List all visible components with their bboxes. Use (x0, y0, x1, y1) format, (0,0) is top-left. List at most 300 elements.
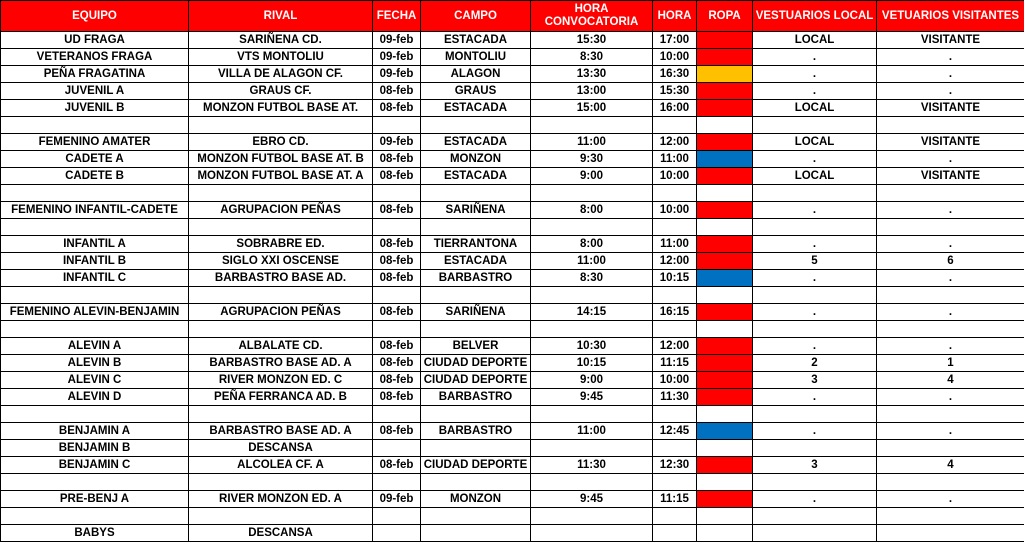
cell-hora-convocatoria: 14:15 (531, 304, 653, 321)
cell-hora: 10:15 (653, 270, 697, 287)
cell-rival (189, 287, 373, 304)
cell-hora-convocatoria: 11:00 (531, 253, 653, 270)
header-row (1, 1, 1024, 32)
cell-hora: 11:00 (653, 236, 697, 253)
table-row (1, 457, 1024, 474)
cell-rival: RIVER MONZON ED. A (189, 491, 373, 508)
cell-rival: DESCANSA (189, 525, 373, 542)
cell-campo (421, 219, 531, 236)
kit-color-swatch (697, 338, 753, 355)
cell-vestuarios-visitantes: . (877, 304, 1024, 321)
cell-hora-convocatoria: 9:45 (531, 389, 653, 406)
cell-campo: ESTACADA (421, 253, 531, 270)
cell-hora: 10:00 (653, 168, 697, 185)
kit-color-swatch (697, 168, 753, 185)
cell-vestuarios-local: . (753, 202, 877, 219)
cell-hora (653, 474, 697, 491)
cell-hora: 15:30 (653, 83, 697, 100)
cell-rival: ALCOLEA CF. A (189, 457, 373, 474)
table-row (1, 236, 1024, 253)
cell-campo: MONZON (421, 151, 531, 168)
kit-color-swatch (697, 525, 753, 542)
cell-equipo: BENJAMIN B (1, 440, 189, 457)
cell-hora: 10:00 (653, 49, 697, 66)
cell-equipo (1, 185, 189, 202)
cell-fecha: 09-feb (373, 32, 421, 49)
cell-fecha: 08-feb (373, 151, 421, 168)
cell-hora-convocatoria: 11:00 (531, 134, 653, 151)
cell-ropa (697, 508, 753, 525)
cell-vestuarios-local: 3 (753, 372, 877, 389)
cell-vestuarios-visitantes (877, 321, 1024, 338)
spacer-row (1, 474, 1024, 491)
cell-ropa (697, 321, 753, 338)
cell-fecha (373, 219, 421, 236)
cell-hora: 10:00 (653, 372, 697, 389)
cell-fecha: 08-feb (373, 236, 421, 253)
cell-campo: ESTACADA (421, 100, 531, 117)
cell-fecha: 09-feb (373, 491, 421, 508)
cell-hora (653, 406, 697, 423)
cell-vestuarios-local (753, 525, 877, 542)
cell-hora: 12:30 (653, 457, 697, 474)
cell-equipo (1, 287, 189, 304)
cell-equipo: JUVENIL B (1, 100, 189, 117)
spacer-row (1, 508, 1024, 525)
cell-hora-convocatoria (531, 525, 653, 542)
cell-rival: SIGLO XXI OSCENSE (189, 253, 373, 270)
cell-rival (189, 185, 373, 202)
cell-equipo: FEMENINO INFANTIL-CADETE (1, 202, 189, 219)
table-body (1, 32, 1024, 542)
cell-fecha: 08-feb (373, 100, 421, 117)
cell-equipo: ALEVIN C (1, 372, 189, 389)
cell-rival: MONZON FUTBOL BASE AT. (189, 100, 373, 117)
cell-rival: RIVER MONZON ED. C (189, 372, 373, 389)
cell-vestuarios-visitantes: . (877, 66, 1024, 83)
cell-campo: ESTACADA (421, 32, 531, 49)
cell-equipo: ALEVIN D (1, 389, 189, 406)
table-row (1, 49, 1024, 66)
cell-rival: MONZON FUTBOL BASE AT. B (189, 151, 373, 168)
cell-ropa (697, 219, 753, 236)
cell-vestuarios-visitantes (877, 406, 1024, 423)
cell-rival (189, 508, 373, 525)
cell-vestuarios-local: . (753, 389, 877, 406)
cell-vestuarios-local: LOCAL (753, 134, 877, 151)
cell-rival: DESCANSA (189, 440, 373, 457)
cell-vestuarios-visitantes (877, 474, 1024, 491)
kit-color-swatch (697, 304, 753, 321)
spacer-row (1, 287, 1024, 304)
cell-hora (653, 440, 697, 457)
cell-hora-convocatoria: 10:30 (531, 338, 653, 355)
cell-hora: 12:00 (653, 134, 697, 151)
cell-equipo: INFANTIL C (1, 270, 189, 287)
cell-vestuarios-local: . (753, 49, 877, 66)
cell-fecha: 09-feb (373, 66, 421, 83)
table-row (1, 202, 1024, 219)
cell-fecha: 08-feb (373, 389, 421, 406)
cell-ropa (697, 117, 753, 134)
cell-rival: SARIÑENA CD. (189, 32, 373, 49)
cell-vestuarios-local: . (753, 423, 877, 440)
cell-vestuarios-visitantes: VISITANTE (877, 100, 1024, 117)
cell-equipo: UD FRAGA (1, 32, 189, 49)
cell-hora-convocatoria: 13:30 (531, 66, 653, 83)
cell-campo (421, 117, 531, 134)
cell-equipo: INFANTIL B (1, 253, 189, 270)
cell-fecha: 08-feb (373, 338, 421, 355)
cell-rival: GRAUS CF. (189, 83, 373, 100)
cell-campo: BELVER (421, 338, 531, 355)
cell-hora-convocatoria: 8:00 (531, 202, 653, 219)
cell-vestuarios-visitantes (877, 117, 1024, 134)
cell-vestuarios-visitantes: 1 (877, 355, 1024, 372)
header-rival: RIVAL (189, 1, 373, 32)
cell-rival: BARBASTRO BASE AD. (189, 270, 373, 287)
cell-equipo: PEÑA FRAGATINA (1, 66, 189, 83)
kit-color-swatch (697, 83, 753, 100)
kit-color-swatch (697, 236, 753, 253)
cell-hora: 11:30 (653, 389, 697, 406)
cell-rival: VILLA DE ALAGON CF. (189, 66, 373, 83)
cell-vestuarios-local (753, 185, 877, 202)
cell-vestuarios-visitantes: 4 (877, 372, 1024, 389)
header-campo: CAMPO (421, 1, 531, 32)
kit-color-swatch (697, 372, 753, 389)
cell-equipo: FEMENINO AMATER (1, 134, 189, 151)
cell-rival (189, 219, 373, 236)
cell-campo: ESTACADA (421, 168, 531, 185)
cell-vestuarios-visitantes (877, 508, 1024, 525)
cell-vestuarios-visitantes: . (877, 338, 1024, 355)
cell-hora-convocatoria (531, 406, 653, 423)
kit-color-swatch (697, 49, 753, 66)
cell-rival (189, 406, 373, 423)
cell-vestuarios-local (753, 440, 877, 457)
table-row (1, 440, 1024, 457)
header-hora-convocatoria: HORA CONVOCATORIA (531, 1, 653, 32)
header-vestuarios-local: VESTUARIOS LOCAL (753, 1, 877, 32)
cell-fecha: 08-feb (373, 83, 421, 100)
table-row (1, 134, 1024, 151)
cell-fecha (373, 474, 421, 491)
cell-rival: AGRUPACION PEÑAS (189, 202, 373, 219)
cell-vestuarios-local: LOCAL (753, 100, 877, 117)
cell-rival: BARBASTRO BASE AD. A (189, 355, 373, 372)
cell-vestuarios-local: 3 (753, 457, 877, 474)
cell-ropa (697, 406, 753, 423)
cell-hora-convocatoria (531, 440, 653, 457)
cell-equipo (1, 117, 189, 134)
cell-hora: 16:15 (653, 304, 697, 321)
cell-fecha: 08-feb (373, 270, 421, 287)
cell-equipo: CADETE A (1, 151, 189, 168)
cell-rival (189, 474, 373, 491)
cell-campo: CIUDAD DEPORTE (421, 355, 531, 372)
cell-hora-convocatoria: 9:00 (531, 372, 653, 389)
kit-color-swatch (697, 389, 753, 406)
cell-campo: CIUDAD DEPORTE (421, 372, 531, 389)
kit-color-swatch (697, 151, 753, 168)
cell-rival: MONZON FUTBOL BASE AT. A (189, 168, 373, 185)
cell-hora-convocatoria: 11:00 (531, 423, 653, 440)
cell-campo (421, 287, 531, 304)
kit-color-swatch (697, 253, 753, 270)
cell-hora-convocatoria (531, 219, 653, 236)
header-vestuarios-visitantes: VETUARIOS VISITANTES (877, 1, 1024, 32)
cell-campo: CIUDAD DEPORTE (421, 457, 531, 474)
cell-fecha: 08-feb (373, 372, 421, 389)
kit-color-swatch (697, 32, 753, 49)
cell-campo (421, 440, 531, 457)
table-row (1, 270, 1024, 287)
cell-campo (421, 406, 531, 423)
cell-rival: EBRO CD. (189, 134, 373, 151)
cell-fecha: 09-feb (373, 49, 421, 66)
kit-color-swatch (697, 202, 753, 219)
kit-color-swatch (697, 440, 753, 457)
cell-vestuarios-local: . (753, 304, 877, 321)
table-row (1, 372, 1024, 389)
cell-campo (421, 474, 531, 491)
cell-rival (189, 321, 373, 338)
cell-campo: BARBASTRO (421, 423, 531, 440)
cell-vestuarios-visitantes: . (877, 49, 1024, 66)
cell-hora-convocatoria: 10:15 (531, 355, 653, 372)
cell-vestuarios-visitantes: VISITANTE (877, 32, 1024, 49)
cell-ropa (697, 287, 753, 304)
cell-hora-convocatoria: 11:30 (531, 457, 653, 474)
cell-vestuarios-visitantes: . (877, 83, 1024, 100)
spacer-row (1, 185, 1024, 202)
cell-rival (189, 117, 373, 134)
cell-equipo: INFANTIL A (1, 236, 189, 253)
table-row (1, 168, 1024, 185)
cell-hora-convocatoria (531, 321, 653, 338)
cell-hora-convocatoria: 15:00 (531, 100, 653, 117)
table-row (1, 389, 1024, 406)
cell-hora: 12:00 (653, 338, 697, 355)
cell-hora-convocatoria (531, 185, 653, 202)
cell-equipo (1, 321, 189, 338)
cell-fecha: 08-feb (373, 304, 421, 321)
cell-fecha: 08-feb (373, 423, 421, 440)
cell-rival: VTS MONTOLIU (189, 49, 373, 66)
cell-fecha: 08-feb (373, 457, 421, 474)
table-row (1, 304, 1024, 321)
cell-fecha (373, 287, 421, 304)
cell-hora-convocatoria: 8:00 (531, 236, 653, 253)
cell-equipo: BABYS (1, 525, 189, 542)
cell-hora-convocatoria: 15:30 (531, 32, 653, 49)
cell-vestuarios-local: . (753, 236, 877, 253)
cell-vestuarios-local (753, 406, 877, 423)
cell-vestuarios-local (753, 219, 877, 236)
cell-vestuarios-visitantes: . (877, 423, 1024, 440)
spacer-row (1, 117, 1024, 134)
cell-ropa (697, 185, 753, 202)
cell-hora-convocatoria (531, 117, 653, 134)
cell-hora (653, 321, 697, 338)
cell-campo: SARIÑENA (421, 202, 531, 219)
cell-vestuarios-local: . (753, 491, 877, 508)
kit-color-swatch (697, 491, 753, 508)
kit-color-swatch (697, 423, 753, 440)
kit-color-swatch (697, 457, 753, 474)
cell-hora-convocatoria: 8:30 (531, 270, 653, 287)
cell-vestuarios-visitantes: VISITANTE (877, 134, 1024, 151)
cell-hora: 12:00 (653, 253, 697, 270)
cell-vestuarios-visitantes: . (877, 151, 1024, 168)
cell-campo: MONTOLIU (421, 49, 531, 66)
cell-hora (653, 185, 697, 202)
header-fecha: FECHA (373, 1, 421, 32)
cell-equipo: ALEVIN B (1, 355, 189, 372)
cell-campo (421, 508, 531, 525)
table-row (1, 151, 1024, 168)
cell-rival: AGRUPACION PEÑAS (189, 304, 373, 321)
cell-vestuarios-visitantes: . (877, 202, 1024, 219)
cell-equipo: ALEVIN A (1, 338, 189, 355)
cell-vestuarios-local (753, 321, 877, 338)
cell-hora: 11:15 (653, 491, 697, 508)
spacer-row (1, 219, 1024, 236)
cell-fecha: 09-feb (373, 134, 421, 151)
cell-campo: ESTACADA (421, 134, 531, 151)
cell-equipo: CADETE B (1, 168, 189, 185)
cell-vestuarios-visitantes: 6 (877, 253, 1024, 270)
cell-vestuarios-visitantes: . (877, 236, 1024, 253)
cell-campo (421, 185, 531, 202)
cell-vestuarios-local (753, 474, 877, 491)
cell-fecha (373, 508, 421, 525)
cell-vestuarios-local: . (753, 270, 877, 287)
header-equipo: EQUIPO (1, 1, 189, 32)
cell-fecha (373, 321, 421, 338)
cell-equipo: BENJAMIN C (1, 457, 189, 474)
cell-hora (653, 525, 697, 542)
cell-equipo (1, 474, 189, 491)
cell-campo: TIERRANTONA (421, 236, 531, 253)
cell-fecha: 08-feb (373, 168, 421, 185)
cell-vestuarios-local (753, 287, 877, 304)
cell-vestuarios-local (753, 117, 877, 134)
table-row (1, 338, 1024, 355)
cell-vestuarios-local: 2 (753, 355, 877, 372)
table-row (1, 32, 1024, 49)
cell-equipo (1, 219, 189, 236)
cell-equipo: JUVENIL A (1, 83, 189, 100)
cell-equipo: PRE-BENJ A (1, 491, 189, 508)
cell-hora: 16:30 (653, 66, 697, 83)
cell-hora-convocatoria (531, 287, 653, 304)
table-row (1, 525, 1024, 542)
cell-vestuarios-visitantes (877, 525, 1024, 542)
cell-campo: MONZON (421, 491, 531, 508)
cell-fecha (373, 185, 421, 202)
cell-fecha: 08-feb (373, 355, 421, 372)
table-row (1, 491, 1024, 508)
cell-hora: 10:00 (653, 202, 697, 219)
cell-vestuarios-visitantes: 4 (877, 457, 1024, 474)
cell-hora-convocatoria (531, 508, 653, 525)
cell-hora: 11:15 (653, 355, 697, 372)
cell-fecha (373, 117, 421, 134)
cell-equipo: FEMENINO ALEVIN-BENJAMIN (1, 304, 189, 321)
cell-vestuarios-visitantes: . (877, 491, 1024, 508)
cell-fecha (373, 406, 421, 423)
cell-vestuarios-local: . (753, 338, 877, 355)
cell-vestuarios-local: . (753, 83, 877, 100)
cell-campo (421, 525, 531, 542)
kit-color-swatch (697, 355, 753, 372)
cell-vestuarios-visitantes (877, 287, 1024, 304)
cell-campo: GRAUS (421, 83, 531, 100)
cell-vestuarios-visitantes: . (877, 389, 1024, 406)
cell-vestuarios-local: 5 (753, 253, 877, 270)
cell-hora-convocatoria: 8:30 (531, 49, 653, 66)
cell-vestuarios-local (753, 508, 877, 525)
cell-campo: ALAGON (421, 66, 531, 83)
cell-fecha (373, 525, 421, 542)
table-row (1, 100, 1024, 117)
header-ropa: ROPA (697, 1, 753, 32)
cell-vestuarios-local: . (753, 66, 877, 83)
cell-vestuarios-visitantes: VISITANTE (877, 168, 1024, 185)
cell-hora (653, 219, 697, 236)
header-hora: HORA (653, 1, 697, 32)
cell-hora (653, 117, 697, 134)
kit-color-swatch (697, 134, 753, 151)
table-row (1, 355, 1024, 372)
cell-vestuarios-visitantes (877, 185, 1024, 202)
cell-equipo: BENJAMIN A (1, 423, 189, 440)
cell-ropa (697, 474, 753, 491)
kit-color-swatch (697, 100, 753, 117)
cell-hora: 17:00 (653, 32, 697, 49)
cell-hora-convocatoria: 9:45 (531, 491, 653, 508)
table-row (1, 253, 1024, 270)
cell-hora-convocatoria: 9:00 (531, 168, 653, 185)
table-row (1, 83, 1024, 100)
cell-hora-convocatoria: 9:30 (531, 151, 653, 168)
cell-rival: SOBRABRE ED. (189, 236, 373, 253)
kit-color-swatch (697, 270, 753, 287)
cell-vestuarios-visitantes (877, 219, 1024, 236)
cell-campo: BARBASTRO (421, 270, 531, 287)
cell-equipo (1, 508, 189, 525)
spacer-row (1, 321, 1024, 338)
cell-fecha: 08-feb (373, 202, 421, 219)
spacer-row (1, 406, 1024, 423)
table-row (1, 66, 1024, 83)
cell-hora: 12:45 (653, 423, 697, 440)
cell-hora-convocatoria: 13:00 (531, 83, 653, 100)
table-row (1, 423, 1024, 440)
cell-equipo: VETERANOS FRAGA (1, 49, 189, 66)
kit-color-swatch (697, 66, 753, 83)
cell-rival: BARBASTRO BASE AD. A (189, 423, 373, 440)
cell-campo: BARBASTRO (421, 389, 531, 406)
cell-vestuarios-visitantes (877, 440, 1024, 457)
cell-vestuarios-visitantes: . (877, 270, 1024, 287)
cell-vestuarios-local: . (753, 151, 877, 168)
cell-hora: 11:00 (653, 151, 697, 168)
cell-hora (653, 287, 697, 304)
cell-rival: ALBALATE CD. (189, 338, 373, 355)
